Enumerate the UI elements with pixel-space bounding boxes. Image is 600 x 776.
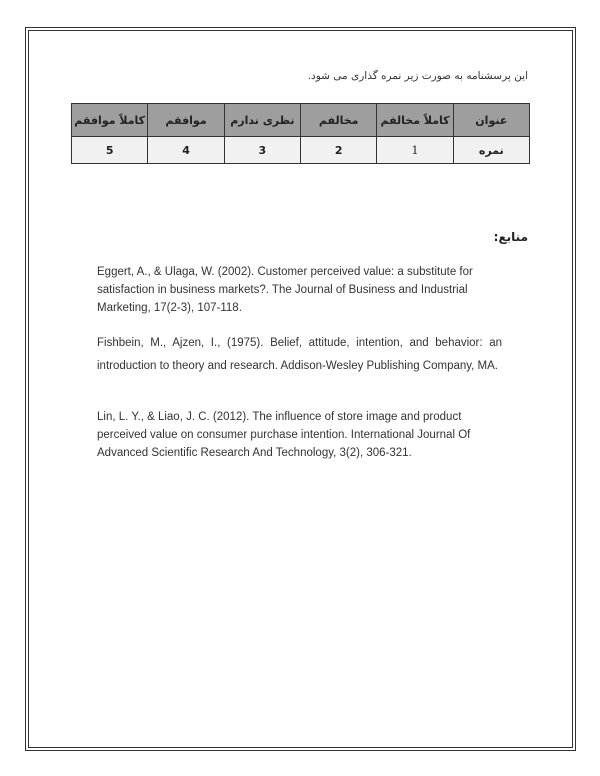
score-table-value-row <box>72 137 530 164</box>
table-header-cell: موافقم <box>148 104 224 137</box>
table-cell: 5 <box>72 137 148 164</box>
table-header-cell: کاملاً مخالفم <box>377 104 453 137</box>
score-table <box>71 103 530 164</box>
references-heading: منابع: <box>493 230 528 244</box>
reference-entry: Eggert, A., & Ulaga, W. (2002). Customer perceived value: a substitute for satisfaction in business markets?. The Journal of Business and Industrial Marketing, 17(2-3), 107-118. <box>97 266 473 314</box>
table-cell: 4 <box>148 137 224 164</box>
table-cell: نمره <box>453 137 529 164</box>
score-table-header-row <box>72 104 530 137</box>
table-header-cell: نظری ندارم <box>224 104 300 137</box>
table-cell: 2 <box>301 137 377 164</box>
table-header-cell: مخالفم <box>301 104 377 137</box>
table-header-cell: کاملاً موافقم <box>72 104 148 137</box>
table-cell: 1 <box>377 137 453 164</box>
intro-text: این پرسشنامه به صورت زیر نمره گذاری می شود. <box>307 70 528 82</box>
table-header-cell: عنوان <box>453 104 529 137</box>
reference-entry: Fishbein, M., Ajzen, I., (1975). Belief, attitude, intention, and behavior: an introduction to theory and research. Addison-Wesley Publishing Company, MA. <box>97 337 502 372</box>
reference-entry: Lin, L. Y., & Liao, J. C. (2012). The influence of store image and product perceived value on consumer purchase intention. International Journal Of Advanced Scientific Research And Technology, 3(2), 306-321. <box>97 411 471 459</box>
table-cell: 3 <box>224 137 300 164</box>
